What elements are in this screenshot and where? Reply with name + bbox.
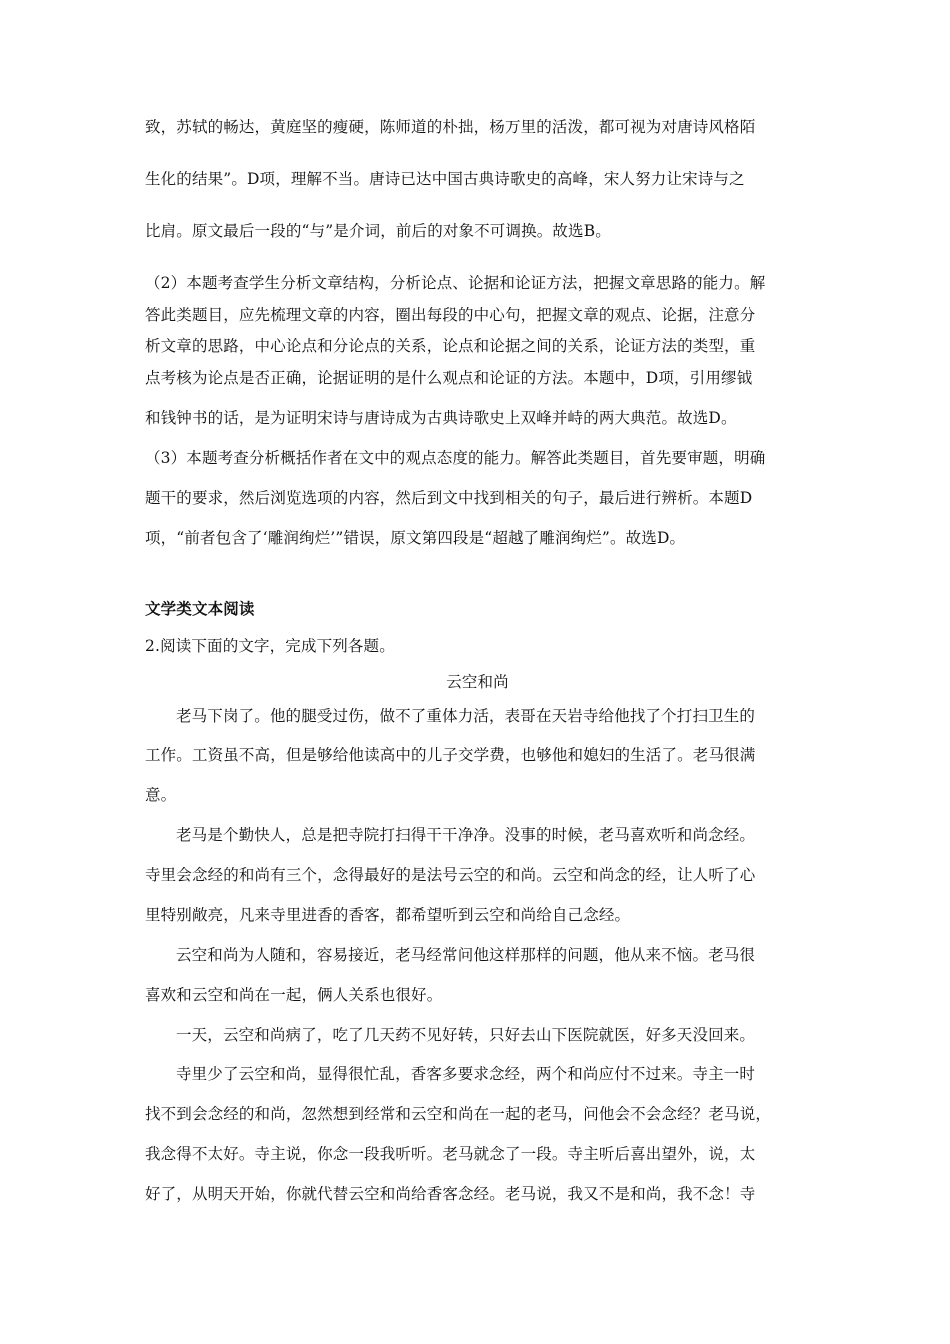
question-prompt: 2.阅读下面的文字，完成下列各题。	[145, 637, 395, 655]
analysis-line: 题干的要求，然后浏览选项的内容，然后到文中找到相关的句子，最后进行辨析。本题D	[145, 489, 753, 507]
analysis-line: 析文章的思路，中心论点和分论点的关系，论点和论据之间的关系，论证方法的类型，重	[145, 337, 756, 355]
story-title: 云空和尚	[446, 673, 509, 691]
story-line: 我念得不太好。寺主说，你念一段我听听。老马就念了一段。寺主听后喜出望外，说，太	[145, 1145, 756, 1163]
story-line: 找不到会念经的和尚，忽然想到经常和云空和尚在一起的老马，问他会不会念经？老马说，	[145, 1105, 772, 1123]
story-line: 意。	[145, 786, 177, 804]
section-heading: 文学类文本阅读	[145, 600, 255, 618]
analysis-line: 生化的结果”。D项，理解不当。唐诗已达中国古典诗歌史的高峰，宋人努力让宋诗与之	[145, 170, 745, 188]
analysis-line: 答此类题目，应先梳理文章的内容，圈出每段的中心句，把握文章的观点、论据，注意分	[145, 306, 756, 324]
story-line: 老马是个勤快人，总是把寺院打扫得干干净净。没事的时候，老马喜欢听和尚念经。	[176, 826, 756, 844]
story-line: 工作。工资虽不高，但是够给他读高中的儿子交学费，也够他和媳妇的生活了。老马很满	[145, 746, 756, 764]
story-line: 寺里少了云空和尚，显得很忙乱，香客多要求念经，两个和尚应付不过来。寺主一时	[176, 1065, 756, 1083]
story-line: 喜欢和云空和尚在一起，俩人关系也很好。	[145, 986, 443, 1004]
analysis-line: 比肩。原文最后一段的“与”是介词，前后的对象不可调换。故选B。	[145, 222, 611, 240]
analysis-line: （3）本题考查分析概括作者在文中的观点态度的能力。解答此类题目，首先要审题，明确	[145, 449, 766, 467]
story-line: 一天，云空和尚病了，吃了几天药不见好转，只好去山下医院就医，好多天没回来。	[176, 1026, 756, 1044]
story-line: 好了，从明天开始，你就代替云空和尚给香客念经。老马说，我又不是和尚，我不念！寺	[145, 1185, 756, 1203]
story-line: 寺里会念经的和尚有三个，念得最好的是法号云空的和尚。云空和尚念的经，让人听了心	[145, 866, 756, 884]
analysis-line: 致，苏轼的畅达，黄庭坚的瘦硬，陈师道的朴拙，杨万里的活泼，都可视为对唐诗风格陌	[145, 118, 756, 136]
story-line: 里特别敞亮，凡来寺里进香的香客，都希望听到云空和尚给自己念经。	[145, 906, 631, 924]
analysis-line: 点考核为论点是否正确，论据证明的是什么观点和论证的方法。本题中，D项，引用缪钺	[145, 369, 753, 387]
story-line: 云空和尚为人随和，容易接近，老马经常问他这样那样的问题，他从来不恼。老马很	[176, 946, 756, 964]
analysis-line: （2）本题考查学生分析文章结构，分析论点、论据和论证方法，把握文章思路的能力。解	[145, 274, 766, 292]
story-line: 老马下岗了。他的腿受过伤，做不了重体力活，表哥在天岩寺给他找了个打扫卫生的	[176, 707, 756, 725]
analysis-line: 和钱钟书的话，是为证明宋诗与唐诗成为古典诗歌史上双峰并峙的两大典范。故选D。	[145, 409, 737, 427]
analysis-line: 项，“前者包含了‘雕润绚烂’”错误，原文第四段是“超越了雕润绚烂”。故选D。	[145, 529, 686, 547]
